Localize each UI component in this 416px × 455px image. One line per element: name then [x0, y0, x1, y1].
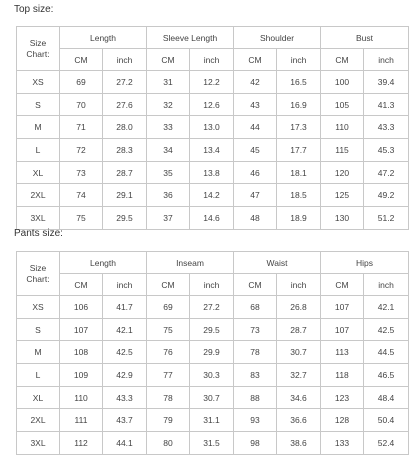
measurement-cell: 118	[321, 364, 364, 387]
measurement-cell: 26.8	[277, 296, 321, 319]
table-row	[17, 432, 409, 455]
measurement-cell: 112	[60, 432, 103, 455]
measurement-cell: 73	[234, 318, 277, 341]
measurement-cell: 37	[147, 207, 190, 230]
column-group-header: Length	[60, 252, 147, 274]
measurement-cell: 12.6	[190, 93, 234, 116]
measurement-cell: 27.2	[103, 71, 147, 94]
measurement-cell: 100	[321, 71, 364, 94]
measurement-cell: 78	[147, 386, 190, 409]
measurement-cell: 27.6	[103, 93, 147, 116]
measurement-cell: 34.6	[277, 386, 321, 409]
unit-cm-header: CM	[234, 49, 277, 71]
measurement-cell: 70	[60, 93, 103, 116]
measurement-cell: 29.5	[103, 207, 147, 230]
measurement-cell: 71	[60, 116, 103, 139]
measurement-cell: 42	[234, 71, 277, 94]
measurement-cell: 80	[147, 432, 190, 455]
table-row	[17, 364, 409, 387]
measurement-cell: 93	[234, 409, 277, 432]
column-group-header: Inseam	[147, 252, 234, 274]
unit-cm-header: CM	[147, 49, 190, 71]
measurement-cell: 110	[321, 116, 364, 139]
measurement-cell: 69	[147, 296, 190, 319]
column-group-header: Length	[60, 27, 147, 49]
measurement-cell: 12.2	[190, 71, 234, 94]
measurement-cell: 31.1	[190, 409, 234, 432]
unit-inch-header: inch	[364, 49, 409, 71]
top-size-title: Top size:	[14, 4, 54, 15]
measurement-cell: 42.5	[103, 341, 147, 364]
measurement-cell: 42.9	[103, 364, 147, 387]
unit-inch-header: inch	[103, 49, 147, 71]
measurement-cell: 75	[147, 318, 190, 341]
measurement-cell: 107	[60, 318, 103, 341]
measurement-cell: 128	[321, 409, 364, 432]
measurement-cell: 46.5	[364, 364, 409, 387]
size-label-cell: 3XL	[17, 432, 60, 455]
measurement-cell: 46	[234, 161, 277, 184]
pants-size-table	[16, 251, 409, 455]
column-group-header: Hips	[321, 252, 409, 274]
measurement-cell: 18.9	[277, 207, 321, 230]
column-group-header: Sleeve Length	[147, 27, 234, 49]
unit-inch-header: inch	[277, 49, 321, 71]
table-row	[17, 296, 409, 319]
table-row	[17, 139, 409, 162]
measurement-cell: 98	[234, 432, 277, 455]
measurement-cell: 14.6	[190, 207, 234, 230]
unit-inch-header: inch	[277, 274, 321, 296]
column-group-header: Shoulder	[234, 27, 321, 49]
unit-cm-header: CM	[234, 274, 277, 296]
size-label-cell: 3XL	[17, 207, 60, 230]
unit-cm-header: CM	[60, 274, 103, 296]
measurement-cell: 120	[321, 161, 364, 184]
measurement-cell: 42.1	[364, 296, 409, 319]
measurement-cell: 73	[60, 161, 103, 184]
measurement-cell: 105	[321, 93, 364, 116]
measurement-cell: 43.3	[364, 116, 409, 139]
size-label-cell: XS	[17, 71, 60, 94]
measurement-cell: 133	[321, 432, 364, 455]
measurement-cell: 32	[147, 93, 190, 116]
measurement-cell: 17.3	[277, 116, 321, 139]
measurement-cell: 52.4	[364, 432, 409, 455]
measurement-cell: 30.7	[277, 341, 321, 364]
measurement-cell: 31.5	[190, 432, 234, 455]
unit-inch-header: inch	[190, 49, 234, 71]
unit-inch-header: inch	[364, 274, 409, 296]
size-label-cell: XL	[17, 161, 60, 184]
measurement-cell: 51.2	[364, 207, 409, 230]
measurement-cell: 48	[234, 207, 277, 230]
measurement-cell: 76	[147, 341, 190, 364]
measurement-cell: 68	[234, 296, 277, 319]
measurement-cell: 47	[234, 184, 277, 207]
measurement-cell: 16.9	[277, 93, 321, 116]
measurement-cell: 106	[60, 296, 103, 319]
measurement-cell: 36	[147, 184, 190, 207]
measurement-cell: 27.2	[190, 296, 234, 319]
size-label-cell: S	[17, 93, 60, 116]
measurement-cell: 16.5	[277, 71, 321, 94]
measurement-cell: 123	[321, 386, 364, 409]
unit-cm-header: CM	[60, 49, 103, 71]
measurement-cell: 14.2	[190, 184, 234, 207]
table-row	[17, 93, 409, 116]
measurement-cell: 32.7	[277, 364, 321, 387]
measurement-cell: 109	[60, 364, 103, 387]
measurement-cell: 35	[147, 161, 190, 184]
unit-inch-header: inch	[103, 274, 147, 296]
top-size-table	[16, 26, 409, 230]
size-label-cell: M	[17, 341, 60, 364]
measurement-cell: 108	[60, 341, 103, 364]
size-label-cell: XL	[17, 386, 60, 409]
unit-cm-header: CM	[147, 274, 190, 296]
measurement-cell: 28.0	[103, 116, 147, 139]
table-header-row	[17, 252, 409, 274]
measurement-cell: 34	[147, 139, 190, 162]
measurement-cell: 29.9	[190, 341, 234, 364]
measurement-cell: 74	[60, 184, 103, 207]
measurement-cell: 42.5	[364, 318, 409, 341]
measurement-cell: 113	[321, 341, 364, 364]
measurement-cell: 78	[234, 341, 277, 364]
measurement-cell: 13.0	[190, 116, 234, 139]
size-label-cell: L	[17, 139, 60, 162]
size-chart-header: Size Chart:	[17, 27, 60, 71]
size-label-cell: M	[17, 116, 60, 139]
measurement-cell: 18.1	[277, 161, 321, 184]
measurement-cell: 75	[60, 207, 103, 230]
pants-table-body	[17, 296, 409, 455]
measurement-cell: 72	[60, 139, 103, 162]
measurement-cell: 39.4	[364, 71, 409, 94]
measurement-cell: 13.8	[190, 161, 234, 184]
measurement-cell: 38.6	[277, 432, 321, 455]
measurement-cell: 13.4	[190, 139, 234, 162]
measurement-cell: 18.5	[277, 184, 321, 207]
size-label-cell: S	[17, 318, 60, 341]
measurement-cell: 30.7	[190, 386, 234, 409]
measurement-cell: 43	[234, 93, 277, 116]
unit-inch-header: inch	[190, 274, 234, 296]
measurement-cell: 29.5	[190, 318, 234, 341]
column-group-header: Bust	[321, 27, 409, 49]
table-row	[17, 207, 409, 230]
measurement-cell: 77	[147, 364, 190, 387]
measurement-cell: 49.2	[364, 184, 409, 207]
measurement-cell: 83	[234, 364, 277, 387]
measurement-cell: 79	[147, 409, 190, 432]
unit-cm-header: CM	[321, 274, 364, 296]
measurement-cell: 43.3	[103, 386, 147, 409]
measurement-cell: 50.4	[364, 409, 409, 432]
measurement-cell: 43.7	[103, 409, 147, 432]
measurement-cell: 41.7	[103, 296, 147, 319]
pants-size-title: Pants size:	[14, 228, 63, 239]
top-table-body	[17, 71, 409, 230]
measurement-cell: 44	[234, 116, 277, 139]
measurement-cell: 110	[60, 386, 103, 409]
measurement-cell: 28.3	[103, 139, 147, 162]
measurement-cell: 69	[60, 71, 103, 94]
measurement-cell: 115	[321, 139, 364, 162]
measurement-cell: 31	[147, 71, 190, 94]
measurement-cell: 44.5	[364, 341, 409, 364]
measurement-cell: 130	[321, 207, 364, 230]
measurement-cell: 47.2	[364, 161, 409, 184]
table-row	[17, 184, 409, 207]
measurement-cell: 28.7	[103, 161, 147, 184]
size-label-cell: L	[17, 364, 60, 387]
measurement-cell: 41.3	[364, 93, 409, 116]
measurement-cell: 30.3	[190, 364, 234, 387]
table-row	[17, 386, 409, 409]
measurement-cell: 42.1	[103, 318, 147, 341]
table-row	[17, 161, 409, 184]
size-label-cell: 2XL	[17, 409, 60, 432]
table-unit-row	[17, 49, 409, 71]
table-row	[17, 341, 409, 364]
measurement-cell: 44.1	[103, 432, 147, 455]
measurement-cell: 125	[321, 184, 364, 207]
measurement-cell: 48.4	[364, 386, 409, 409]
column-group-header: Waist	[234, 252, 321, 274]
measurement-cell: 88	[234, 386, 277, 409]
table-unit-row	[17, 274, 409, 296]
measurement-cell: 107	[321, 318, 364, 341]
measurement-cell: 36.6	[277, 409, 321, 432]
size-label-cell: XS	[17, 296, 60, 319]
measurement-cell: 29.1	[103, 184, 147, 207]
measurement-cell: 28.7	[277, 318, 321, 341]
table-row	[17, 116, 409, 139]
table-header-row	[17, 27, 409, 49]
measurement-cell: 45.3	[364, 139, 409, 162]
table-row	[17, 318, 409, 341]
table-row	[17, 409, 409, 432]
measurement-cell: 111	[60, 409, 103, 432]
unit-cm-header: CM	[321, 49, 364, 71]
measurement-cell: 17.7	[277, 139, 321, 162]
measurement-cell: 107	[321, 296, 364, 319]
measurement-cell: 45	[234, 139, 277, 162]
table-row	[17, 71, 409, 94]
size-chart-header: Size Chart:	[17, 252, 60, 296]
size-label-cell: 2XL	[17, 184, 60, 207]
measurement-cell: 33	[147, 116, 190, 139]
